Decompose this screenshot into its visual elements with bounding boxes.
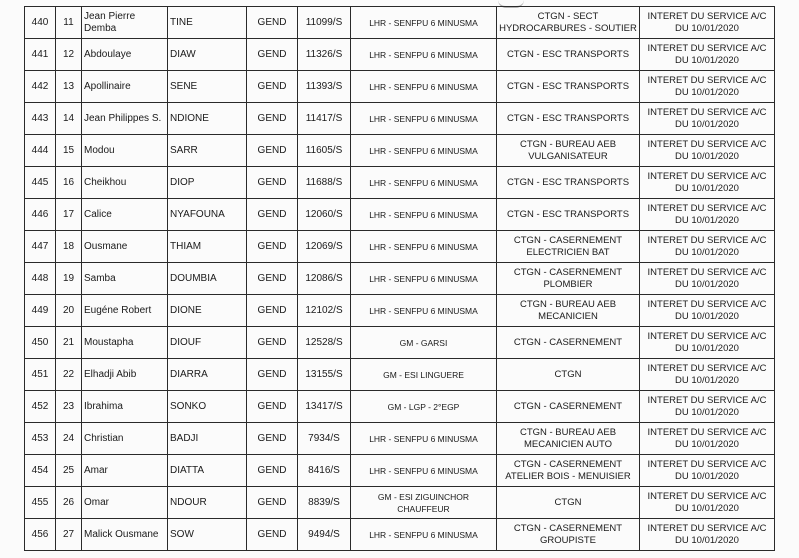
reason-cell: INTERET DU SERVICE A/C DU 10/01/2020 [640,359,775,391]
last-name-cell: TINE [168,7,247,39]
order-index-cell: 15 [56,135,82,167]
registration-number-cell: 11688/S [298,167,351,199]
registration-number-cell: 11417/S [298,103,351,135]
order-index-cell: 14 [56,103,82,135]
order-index-cell: 16 [56,167,82,199]
grade-cell: GEND [247,519,298,551]
last-name-cell: NDIONE [168,103,247,135]
table-row [25,103,775,135]
reason-cell: INTERET DU SERVICE A/C DU 10/01/2020 [640,519,775,551]
row-number-cell: 456 [25,519,56,551]
registration-number-cell: 11393/S [298,71,351,103]
last-name-cell: NDOUR [168,487,247,519]
grade-cell: GEND [247,199,298,231]
table-row [25,71,775,103]
order-index-cell: 27 [56,519,82,551]
order-index-cell: 13 [56,71,82,103]
first-name-cell: Cheikhou [82,167,168,199]
table-row [25,391,775,423]
last-name-cell: NYAFOUNA [168,199,247,231]
reason-cell: INTERET DU SERVICE A/C DU 10/01/2020 [640,167,775,199]
origin-unit-cell: LHR - SENFPU 6 MINUSMA [351,7,497,39]
origin-unit-cell: LHR - SENFPU 6 MINUSMA [351,167,497,199]
first-name-cell: Modou [82,135,168,167]
order-index-cell: 21 [56,327,82,359]
origin-unit-cell: LHR - SENFPU 6 MINUSMA [351,39,497,71]
registration-number-cell: 8416/S [298,455,351,487]
row-number-cell: 449 [25,295,56,327]
grade-cell: GEND [247,263,298,295]
last-name-cell: THIAM [168,231,247,263]
destination-unit-cell: CTGN - ESC TRANSPORTS [497,167,640,199]
origin-unit-cell: LHR - SENFPU 6 MINUSMA [351,519,497,551]
destination-unit-cell: CTGN - CASERNEMENT PLOMBIER [497,263,640,295]
table-row [25,359,775,391]
registration-number-cell: 12102/S [298,295,351,327]
table-row [25,263,775,295]
origin-unit-cell: LHR - SENFPU 6 MINUSMA [351,455,497,487]
row-number-cell: 442 [25,71,56,103]
reason-cell: INTERET DU SERVICE A/C DU 10/01/2020 [640,295,775,327]
first-name-cell: Malick Ousmane [82,519,168,551]
order-index-cell: 18 [56,231,82,263]
order-index-cell: 26 [56,487,82,519]
origin-unit-cell: LHR - SENFPU 6 MINUSMA [351,263,497,295]
destination-unit-cell: CTGN - CASERNEMENT ELECTRICIEN BAT [497,231,640,263]
grade-cell: GEND [247,103,298,135]
order-index-cell: 22 [56,359,82,391]
registration-number-cell: 13417/S [298,391,351,423]
table-row [25,327,775,359]
reason-cell: INTERET DU SERVICE A/C DU 10/01/2020 [640,199,775,231]
row-number-cell: 446 [25,199,56,231]
table-row [25,487,775,519]
first-name-cell: Eugéne Robert [82,295,168,327]
destination-unit-cell: CTGN - BUREAU AEB MECANICIEN [497,295,640,327]
grade-cell: GEND [247,231,298,263]
grade-cell: GEND [247,359,298,391]
row-number-cell: 441 [25,39,56,71]
last-name-cell: SENE [168,71,247,103]
first-name-cell: Christian [82,423,168,455]
registration-number-cell: 13155/S [298,359,351,391]
table-row [25,231,775,263]
origin-unit-cell: LHR - SENFPU 6 MINUSMA [351,423,497,455]
grade-cell: GEND [247,391,298,423]
reason-cell: INTERET DU SERVICE A/C DU 10/01/2020 [640,103,775,135]
last-name-cell: SOW [168,519,247,551]
row-number-cell: 450 [25,327,56,359]
row-number-cell: 440 [25,7,56,39]
table-row [25,295,775,327]
destination-unit-cell: CTGN - CASERNEMENT GROUPISTE [497,519,640,551]
origin-unit-cell: GM - ESI ZIGUINCHOR CHAUFFEUR [351,487,497,519]
grade-cell: GEND [247,71,298,103]
last-name-cell: DIAW [168,39,247,71]
registration-number-cell: 8839/S [298,487,351,519]
destination-unit-cell: CTGN - SECT HYDROCARBURES - SOUTIER [497,7,640,39]
registration-number-cell: 12069/S [298,231,351,263]
order-index-cell: 20 [56,295,82,327]
first-name-cell: Ibrahima [82,391,168,423]
personnel-table [24,6,775,551]
grade-cell: GEND [247,455,298,487]
registration-number-cell: 9494/S [298,519,351,551]
row-number-cell: 451 [25,359,56,391]
origin-unit-cell: LHR - SENFPU 6 MINUSMA [351,199,497,231]
first-name-cell: Calice [82,199,168,231]
row-number-cell: 445 [25,167,56,199]
order-index-cell: 12 [56,39,82,71]
row-number-cell: 454 [25,455,56,487]
destination-unit-cell: CTGN - CASERNEMENT ATELIER BOIS - MENUISIER [497,455,640,487]
grade-cell: GEND [247,7,298,39]
grade-cell: GEND [247,295,298,327]
first-name-cell: Elhadji Abib [82,359,168,391]
table-body [25,7,775,551]
first-name-cell: Omar [82,487,168,519]
order-index-cell: 25 [56,455,82,487]
row-number-cell: 448 [25,263,56,295]
order-index-cell: 24 [56,423,82,455]
last-name-cell: SARR [168,135,247,167]
table-row [25,7,775,39]
order-index-cell: 17 [56,199,82,231]
table-row [25,519,775,551]
order-index-cell: 23 [56,391,82,423]
table-row [25,39,775,71]
order-index-cell: 11 [56,7,82,39]
order-index-cell: 19 [56,263,82,295]
destination-unit-cell: CTGN - CASERNEMENT [497,391,640,423]
registration-number-cell: 11605/S [298,135,351,167]
last-name-cell: DIONE [168,295,247,327]
grade-cell: GEND [247,487,298,519]
registration-number-cell: 12528/S [298,327,351,359]
reason-cell: INTERET DU SERVICE A/C DU 10/01/2020 [640,327,775,359]
reason-cell: INTERET DU SERVICE A/C DU 10/01/2020 [640,231,775,263]
last-name-cell: DOUMBIA [168,263,247,295]
row-number-cell: 447 [25,231,56,263]
last-name-cell: BADJI [168,423,247,455]
first-name-cell: Moustapha [82,327,168,359]
row-number-cell: 443 [25,103,56,135]
origin-unit-cell: GM - ESI LINGUERE [351,359,497,391]
last-name-cell: DIARRA [168,359,247,391]
first-name-cell: Ousmane [82,231,168,263]
first-name-cell: Apollinaire [82,71,168,103]
registration-number-cell: 11099/S [298,7,351,39]
registration-number-cell: 7934/S [298,423,351,455]
destination-unit-cell: CTGN - ESC TRANSPORTS [497,39,640,71]
first-name-cell: Samba [82,263,168,295]
first-name-cell: Abdoulaye [82,39,168,71]
first-name-cell: Amar [82,455,168,487]
reason-cell: INTERET DU SERVICE A/C DU 10/01/2020 [640,71,775,103]
grade-cell: GEND [247,327,298,359]
origin-unit-cell: LHR - SENFPU 6 MINUSMA [351,295,497,327]
destination-unit-cell: CTGN - ESC TRANSPORTS [497,199,640,231]
last-name-cell: DIOUF [168,327,247,359]
reason-cell: INTERET DU SERVICE A/C DU 10/01/2020 [640,263,775,295]
destination-unit-cell: CTGN - BUREAU AEB VULGANISATEUR [497,135,640,167]
grade-cell: GEND [247,423,298,455]
reason-cell: INTERET DU SERVICE A/C DU 10/01/2020 [640,135,775,167]
origin-unit-cell: GM - LGP - 2°EGP [351,391,497,423]
origin-unit-cell: LHR - SENFPU 6 MINUSMA [351,231,497,263]
destination-unit-cell: CTGN [497,359,640,391]
grade-cell: GEND [247,39,298,71]
destination-unit-cell: CTGN [497,487,640,519]
reason-cell: INTERET DU SERVICE A/C DU 10/01/2020 [640,39,775,71]
table-row [25,199,775,231]
origin-unit-cell: LHR - SENFPU 6 MINUSMA [351,135,497,167]
origin-unit-cell: LHR - SENFPU 6 MINUSMA [351,71,497,103]
last-name-cell: DIATTA [168,455,247,487]
table-row [25,135,775,167]
reason-cell: INTERET DU SERVICE A/C DU 10/01/2020 [640,7,775,39]
first-name-cell: Jean Pierre Demba [82,7,168,39]
destination-unit-cell: CTGN - BUREAU AEB MECANICIEN AUTO [497,423,640,455]
reason-cell: INTERET DU SERVICE A/C DU 10/01/2020 [640,455,775,487]
registration-number-cell: 12060/S [298,199,351,231]
registration-number-cell: 11326/S [298,39,351,71]
reason-cell: INTERET DU SERVICE A/C DU 10/01/2020 [640,423,775,455]
destination-unit-cell: CTGN - CASERNEMENT [497,327,640,359]
last-name-cell: DIOP [168,167,247,199]
reason-cell: INTERET DU SERVICE A/C DU 10/01/2020 [640,391,775,423]
grade-cell: GEND [247,167,298,199]
destination-unit-cell: CTGN - ESC TRANSPORTS [497,103,640,135]
first-name-cell: Jean Philippes S. [82,103,168,135]
row-number-cell: 453 [25,423,56,455]
grade-cell: GEND [247,135,298,167]
table-row [25,423,775,455]
table-row [25,455,775,487]
origin-unit-cell: GM - GARSI [351,327,497,359]
reason-cell: INTERET DU SERVICE A/C DU 10/01/2020 [640,487,775,519]
row-number-cell: 444 [25,135,56,167]
registration-number-cell: 12086/S [298,263,351,295]
destination-unit-cell: CTGN - ESC TRANSPORTS [497,71,640,103]
row-number-cell: 452 [25,391,56,423]
row-number-cell: 455 [25,487,56,519]
last-name-cell: SONKO [168,391,247,423]
origin-unit-cell: LHR - SENFPU 6 MINUSMA [351,103,497,135]
table-row [25,167,775,199]
